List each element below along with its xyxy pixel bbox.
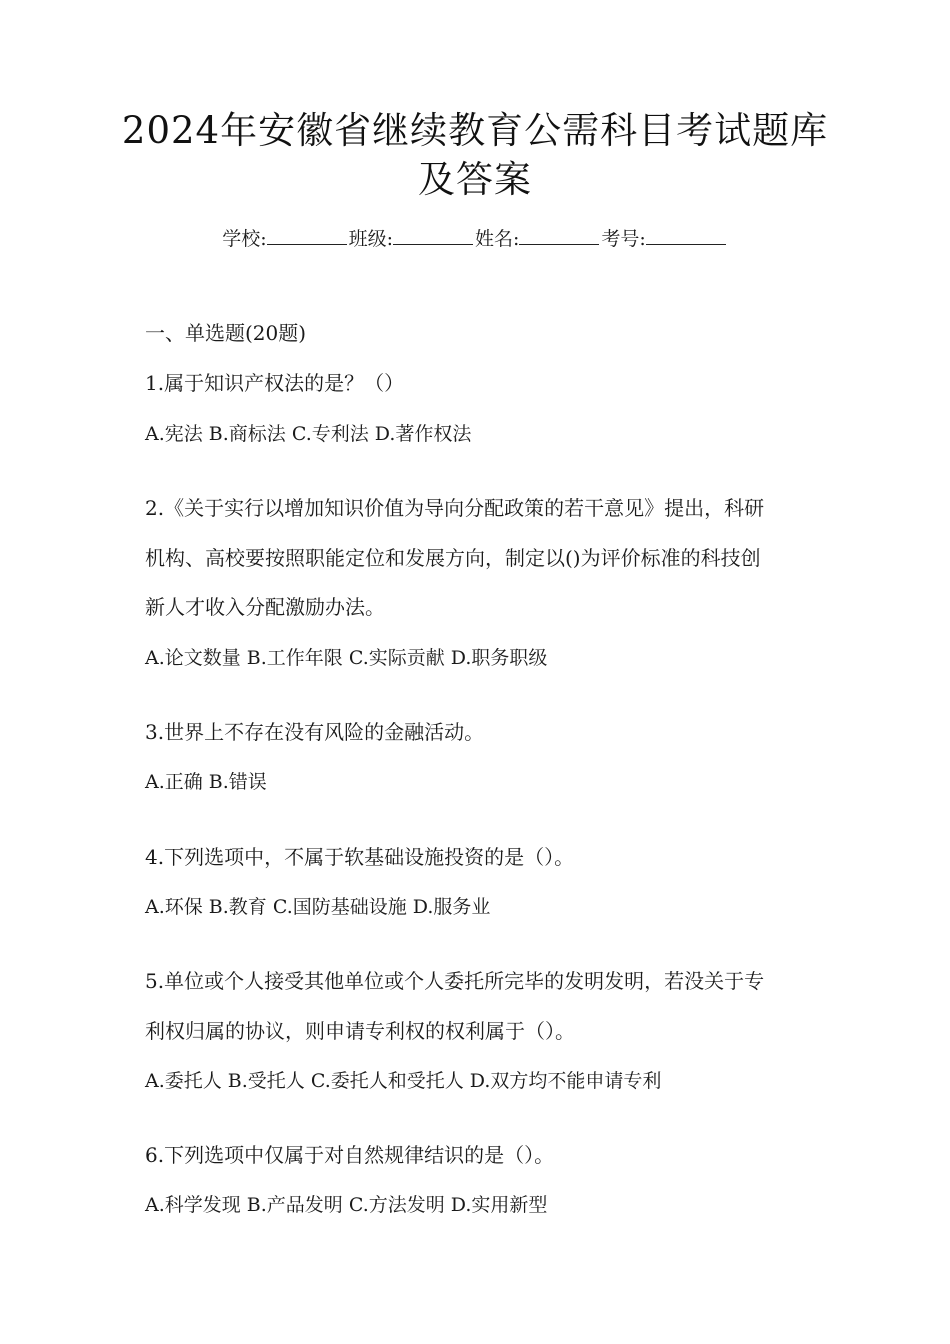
exam-number-field: [601, 222, 727, 254]
question-6-text: 6.下列选项中仅属于对自然规律结识的是（）。: [145, 1143, 555, 1167]
class-blank: [393, 222, 473, 245]
name-field: [475, 222, 601, 254]
section-heading: 一、单选题(20题): [145, 321, 307, 345]
school-field: [222, 222, 348, 254]
question-1-options: A.宪法 B.商标法 C.专利法 D.著作权法: [145, 423, 472, 445]
document-title-line-2: 及答案: [418, 158, 532, 201]
class-field: [349, 222, 475, 254]
question-3-text: 3.世界上不存在没有风险的金融活动。: [145, 720, 485, 744]
question-2-text-line-2: 机构、高校要按照职能定位和发展方向，制定以()为评价标准的科技创: [145, 546, 761, 570]
question-6-options: A.科学发现 B.产品发明 C.方法发明 D.实用新型: [145, 1194, 548, 1216]
school-label: 学校:: [222, 228, 267, 250]
question-4-text: 4.下列选项中，不属于软基础设施投资的是（）。: [145, 845, 575, 869]
question-5-options: A.委托人 B.受托人 C.委托人和受托人 D.双方均不能申请专利: [145, 1070, 662, 1092]
class-label: 班级:: [348, 228, 393, 250]
question-3-options: A.正确 B.错误: [145, 771, 267, 793]
question-2-text-line-1: 2.《关于实行以增加知识价值为导向分配政策的若干意见》提出，科研: [145, 496, 765, 520]
name-blank: [519, 222, 599, 245]
exam-number-label: 考号:: [601, 228, 646, 250]
question-5-text-line-2: 利权归属的协议，则申请专利权的权利属于（）。: [145, 1019, 575, 1043]
question-1-text: 1.属于知识产权法的是？（）: [145, 371, 405, 395]
question-4-options: A.环保 B.教育 C.国防基础设施 D.服务业: [145, 896, 491, 918]
school-blank: [267, 222, 347, 245]
question-2-options: A.论文数量 B.工作年限 C.实际贡献 D.职务职级: [145, 647, 548, 669]
student-info-fields: [0, 222, 950, 254]
question-2-text-line-3: 新人才收入分配激励办法。: [145, 595, 385, 619]
document-title-line-1: 2024年安徽省继续教育公需科目考试题库: [121, 109, 829, 152]
question-5-text-line-1: 5.单位或个人接受其他单位或个人委托所完毕的发明发明，若没关于专: [145, 969, 765, 993]
exam-number-blank: [646, 222, 726, 245]
name-label: 姓名:: [475, 228, 520, 250]
